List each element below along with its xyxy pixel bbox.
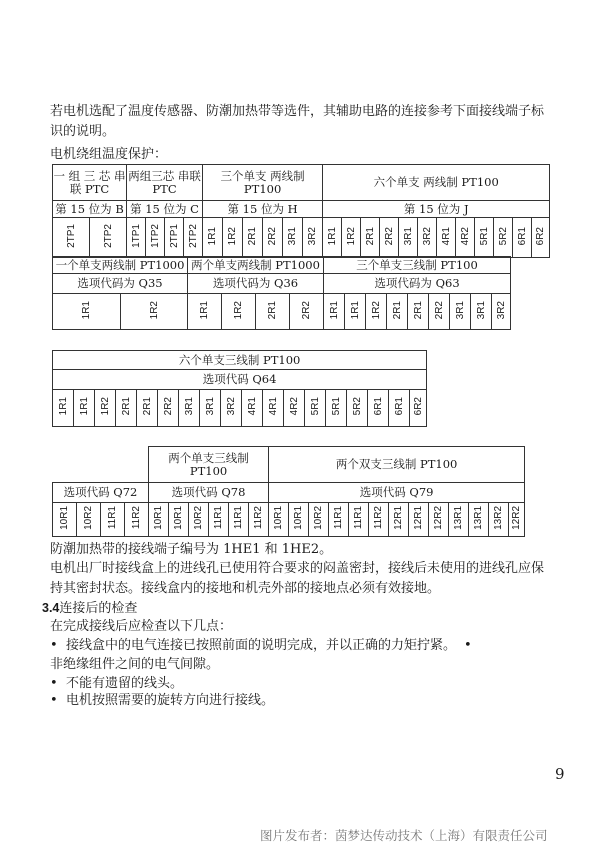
check-item-1: • 接线盒中的电气连接已按照前面的说明完成，并以正确的力矩拧紧。 • [50, 638, 472, 653]
check-line-clearance: 非绝缘组件之间的电气间隙。 [50, 657, 220, 672]
terminal-cell: 1R1 [324, 294, 345, 330]
table3-title: 六个单支三线制 PT100 [53, 351, 427, 370]
table1-group1-code: 第 15 位为 B [53, 201, 127, 218]
terminal-cell: 3R2 [303, 218, 323, 258]
terminal-cell: 4R1 [437, 218, 456, 258]
table-pt100-q64 [52, 350, 427, 427]
terminal-cell: 2R1 [243, 218, 263, 258]
terminal-cell: 3R1 [179, 390, 200, 427]
terminal-cell: 2R1 [408, 294, 429, 330]
seal-paragraph [50, 559, 580, 599]
terminal-cell: 1R1 [188, 294, 222, 330]
intro-line-2: 识的说明。 [50, 124, 116, 139]
terminal-cell: 11R1 [209, 503, 229, 537]
terminal-cell: 5R1 [475, 218, 494, 258]
terminal-cell: 3R2 [418, 218, 437, 258]
terminal-cell: 3R1 [399, 218, 418, 258]
terminal-cell: 10R1 [169, 503, 189, 537]
terminal-cell: 5R1 [326, 390, 347, 427]
terminal-cell: 10R1 [149, 503, 169, 537]
terminal-cell: 1R1 [53, 294, 121, 330]
terminal-cell: 1R2 [222, 294, 256, 330]
bullet-icon: • [50, 693, 66, 708]
terminal-cell: 4R1 [263, 390, 284, 427]
terminal-cell: 1R1 [345, 294, 366, 330]
terminal-cell: 1R2 [342, 218, 361, 258]
terminal-cell: 3R2 [492, 294, 511, 330]
terminal-cell: 2R1 [387, 294, 408, 330]
table1-group2-code: 第 15 位为 C [127, 201, 203, 218]
table1-group1-title: 一 组 三 芯 串联 PTC [53, 165, 127, 201]
section-number: 3.4 [42, 601, 60, 615]
table2-group3-code: 选项代码为 Q63 [324, 274, 511, 294]
terminal-cell: 4R2 [456, 218, 475, 258]
check-item-2: • 不能有遗留的线头。 [50, 676, 183, 691]
terminal-cell: 2TP1 [53, 218, 90, 258]
terminal-cell: 11R1 [101, 503, 125, 537]
section-intro: 在完成接线后应检查以下几点： [50, 619, 233, 634]
terminal-cell: 1TP1 [127, 218, 146, 258]
heater-terminals-line: 防潮加热带的接线端子编号为 1HE1 和 1HE2。 [50, 542, 333, 557]
table1-group2-title: 两组三芯 串联 PTC [127, 165, 203, 201]
terminal-cell: 13R1 [469, 503, 489, 537]
terminal-cell: 2R2 [263, 218, 283, 258]
terminal-cell: 6R2 [410, 390, 427, 427]
bullet-icon: • [50, 638, 66, 653]
table-pt100-q72-q79 [52, 446, 525, 537]
publisher-footer: 图片发布者：茵梦达传动技术（上海）有限责任公司 [260, 828, 548, 843]
table4-group1-code: 选项代码 Q72 [53, 483, 149, 503]
table1-group4-code: 第 15 位为 J [323, 201, 550, 218]
terminal-cell: 11R2 [249, 503, 269, 537]
seal-line-1: 电机出厂时接线盒上的进线孔已使用符合要求的闷盖密封，接线后未使用的进线孔应保 [50, 561, 545, 576]
terminal-cell: 2R1 [256, 294, 290, 330]
bullet-icon: • [50, 676, 66, 691]
terminal-cell: 10R2 [77, 503, 101, 537]
bullet-icon: • [463, 638, 472, 653]
terminal-cell: 10R1 [289, 503, 309, 537]
section-label: 电机绕组温度保护： [50, 147, 168, 162]
terminal-cell: 10R2 [189, 503, 209, 537]
table2-group1-code: 选项代码为 Q35 [53, 274, 188, 294]
terminal-cell: 10R2 [309, 503, 329, 537]
terminal-cell: 2TP1 [165, 218, 184, 258]
table-pt1000-q35-q63 [52, 256, 511, 330]
terminal-cell: 2R2 [429, 294, 450, 330]
intro-line-1: 若电机选配了温度传感器、防潮加热带等选件，其辅助电路的连接参考下面接线端子标 [50, 104, 545, 119]
seal-line-2: 持其密封状态。接线盒内的接地和机壳外部的接地点必须有效接地。 [50, 581, 441, 596]
page-number: 9 [555, 765, 565, 783]
terminal-cell: 3R1 [200, 390, 221, 427]
table1-group3-code: 第 15 位为 H [203, 201, 323, 218]
table2-group1-title: 一个单支两线制 PT1000 [53, 257, 188, 274]
table4-group3-title: 两个双支三线制 PT100 [269, 447, 525, 483]
terminal-cell: 1R1 [53, 390, 74, 427]
section-title: 连接后的检查 [59, 601, 138, 616]
table2-group3-title: 三个单支三线制 PT100 [324, 257, 511, 274]
table4-group2-code: 选项代码 Q78 [149, 483, 269, 503]
table2-group2-title: 两个单支两线制 PT1000 [188, 257, 324, 274]
terminal-cell: 2TP2 [90, 218, 127, 258]
terminal-cell: 11R2 [369, 503, 389, 537]
terminal-cell: 3R1 [471, 294, 492, 330]
terminal-cell: 13R2 [489, 503, 509, 537]
terminal-cell: 12R2 [429, 503, 449, 537]
terminal-cell: 11R1 [229, 503, 249, 537]
check-item-3: • 电机按照需要的旋转方向进行接线。 [50, 693, 274, 708]
table4-group2-title: 两个单支三线制 PT100 [149, 447, 269, 483]
table1-group4-title: 六个单支 两线制 PT100 [323, 165, 550, 201]
terminal-cell: 6R2 [532, 218, 550, 258]
table4-group3-code: 选项代码 Q79 [269, 483, 525, 503]
terminal-cell: 6R1 [513, 218, 532, 258]
terminal-cell: 6R1 [389, 390, 410, 427]
terminal-cell: 2R1 [116, 390, 137, 427]
terminal-cell: 11R1 [349, 503, 369, 537]
terminal-cell: 11R1 [329, 503, 349, 537]
terminal-cell: 1R2 [366, 294, 387, 330]
terminal-cell: 4R1 [242, 390, 263, 427]
intro-paragraph [50, 102, 570, 142]
terminal-cell: 1R2 [223, 218, 243, 258]
terminal-cell: 3R1 [450, 294, 471, 330]
terminal-cell: 4R2 [284, 390, 305, 427]
terminal-cell: 1R1 [203, 218, 223, 258]
terminal-cell: 1R1 [323, 218, 342, 258]
terminal-cell: 12R1 [389, 503, 409, 537]
terminal-cell: 2TP2 [184, 218, 203, 258]
terminal-cell: 11R2 [125, 503, 149, 537]
terminal-cell: 2R2 [290, 294, 324, 330]
terminal-cell: 5R2 [494, 218, 513, 258]
terminal-cell: 3R1 [283, 218, 303, 258]
table2-group2-code: 选项代码为 Q36 [188, 274, 324, 294]
terminal-cell: 1R1 [74, 390, 95, 427]
terminal-cell: 1R2 [121, 294, 188, 330]
terminal-cell: 2R2 [380, 218, 399, 258]
terminal-cell: 1TP2 [146, 218, 165, 258]
table-winding-ptc-pt100 [52, 164, 550, 258]
terminal-cell: 5R1 [305, 390, 326, 427]
section-heading [42, 598, 137, 619]
terminal-cell: 3R2 [221, 390, 242, 427]
terminal-cell: 6R1 [368, 390, 389, 427]
terminal-cell: 2R1 [361, 218, 380, 258]
terminal-cell: 2R1 [137, 390, 158, 427]
terminal-cell: 13R1 [449, 503, 469, 537]
terminal-cell: 10R1 [269, 503, 289, 537]
terminal-cell: 1R2 [95, 390, 116, 427]
table3-code: 选项代码 Q64 [53, 370, 427, 390]
terminal-cell: 12R2 [509, 503, 525, 537]
terminal-cell: 10R1 [53, 503, 77, 537]
terminal-cell: 5R2 [347, 390, 368, 427]
terminal-cell: 2R2 [158, 390, 179, 427]
table1-group3-title: 三个单支 两线制 PT100 [203, 165, 323, 201]
table4-group1-title [53, 447, 149, 483]
terminal-cell: 12R1 [409, 503, 429, 537]
